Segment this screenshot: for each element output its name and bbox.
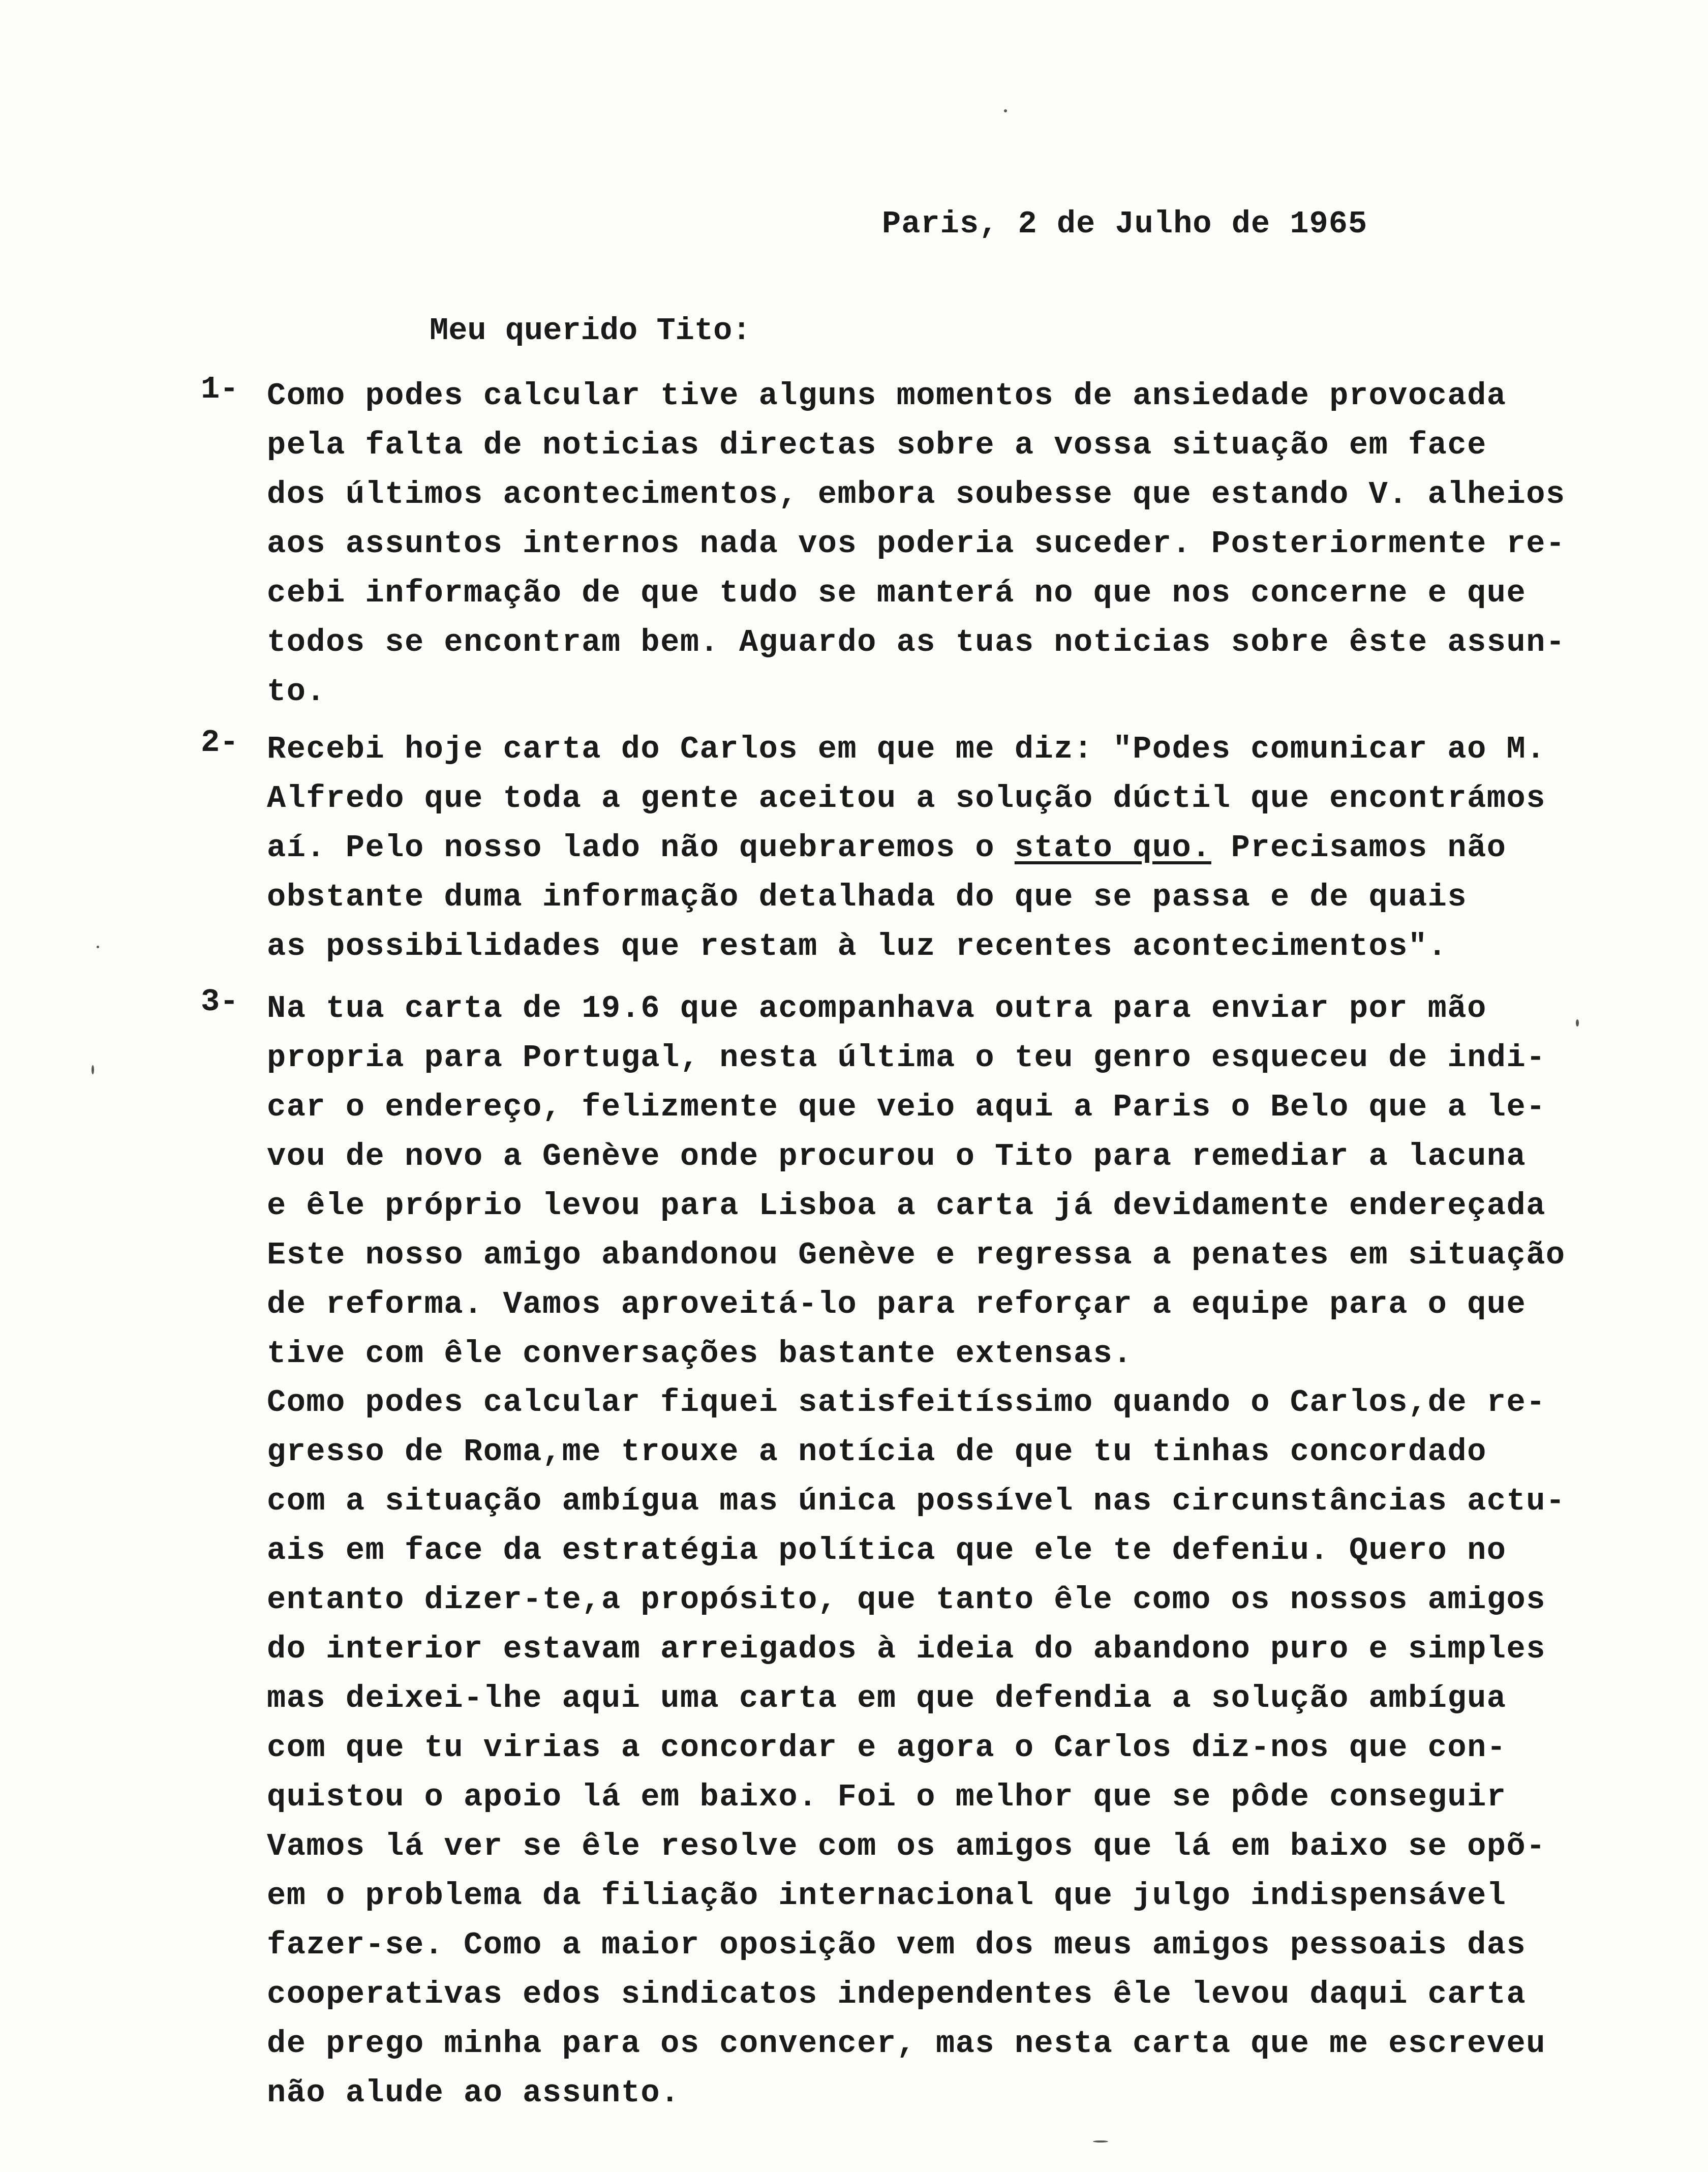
text-line: quistou o apoio lá em baixo. Foi o melhor que se pôde conseguir bbox=[267, 1779, 1507, 1815]
text-line: entanto dizer-te,a propósito, que tanto êle como os nossos amigos bbox=[267, 1582, 1546, 1618]
text-line: fazer-se. Como a maior oposição vem dos meus amigos pessoais das bbox=[267, 1927, 1527, 1963]
paragraph-body bbox=[267, 1378, 1624, 2118]
text-line: cebi informação de que tudo se manterá no que nos concerne e que bbox=[267, 575, 1527, 611]
paragraph-4 bbox=[201, 1378, 1624, 2118]
text-line: de reforma. Vamos aproveitá-lo para reforçar a equipe para o que bbox=[267, 1286, 1527, 1322]
paragraph-number: 3- bbox=[201, 984, 239, 1020]
text-line: Como podes calcular tive alguns momentos de ansiedade provocada bbox=[267, 378, 1507, 414]
text-line: do interior estavam arreigados à ideia do abandono puro e simples bbox=[267, 1631, 1546, 1667]
text-line: em o problema da filiação internacional que julgo indispensável bbox=[267, 1878, 1507, 1914]
text-line: cooperativas edos sindicatos independentes êle levou daqui carta bbox=[267, 1976, 1527, 2012]
scan-speck bbox=[92, 1065, 94, 1074]
scan-speck bbox=[97, 946, 99, 948]
text-line: Este nosso amigo abandonou Genève e regressa a penates em situação bbox=[267, 1237, 1566, 1273]
text-line: ais em face da estratégia política que ele te defeniu. Quero no bbox=[267, 1532, 1507, 1568]
text-line: gresso de Roma,me trouxe a notícia de que tu tinhas concordado bbox=[267, 1434, 1487, 1470]
paragraph-number: 1- bbox=[201, 371, 239, 407]
underlined-phrase: stato quo. bbox=[1014, 830, 1211, 866]
text-line bbox=[267, 823, 1624, 872]
text-line: Na tua carta de 19.6 que acompanhava outra para enviar por mão bbox=[267, 990, 1487, 1027]
paragraph-1 bbox=[201, 371, 1624, 716]
paragraph-3 bbox=[201, 984, 1624, 1378]
text-line: propria para Portugal, nesta última o teu genro esqueceu de indi- bbox=[267, 1040, 1546, 1076]
scan-speck bbox=[1576, 1019, 1579, 1027]
text-line: dos últimos acontecimentos, embora soubesse que estando V. alheios bbox=[267, 476, 1566, 512]
text-line: não alude ao assunto. bbox=[267, 2075, 680, 2111]
text-segment: Precisamos não bbox=[1211, 830, 1507, 866]
paragraph-number: 2- bbox=[201, 725, 239, 761]
text-line: car o endereço, felizmente que veio aqui a Paris o Belo que a le- bbox=[267, 1089, 1546, 1125]
text-line: to. bbox=[267, 674, 326, 710]
text-line: pela falta de noticias directas sobre a vossa situação em face bbox=[267, 427, 1487, 463]
text-line: Vamos lá ver se êle resolve com os amigos que lá em baixo se opõ- bbox=[267, 1828, 1546, 1864]
letter-date: Paris, 2 de Julho de 1965 bbox=[882, 206, 1368, 242]
paragraph-body bbox=[267, 725, 1624, 971]
paragraph-body bbox=[267, 984, 1624, 1378]
text-segment: aí. Pelo nosso lado não quebraremos o bbox=[267, 830, 1015, 866]
salutation: Meu querido Tito: bbox=[430, 313, 751, 349]
paragraph-2 bbox=[201, 725, 1624, 971]
text-line: e êle próprio levou para Lisboa a carta já devidamente endereçada bbox=[267, 1188, 1546, 1224]
scan-speck bbox=[1004, 109, 1007, 112]
text-line: Alfredo que toda a gente aceitou a solução dúctil que encontrámos bbox=[267, 780, 1546, 817]
scan-speck bbox=[1093, 2140, 1108, 2143]
text-line: Recebi hoje carta do Carlos em que me diz: "Podes comunicar ao M. bbox=[267, 731, 1546, 767]
text-line: com a situação ambígua mas única possível nas circunstâncias actu- bbox=[267, 1483, 1566, 1519]
text-line: todos se encontram bem. Aguardo as tuas noticias sobre êste assun- bbox=[267, 624, 1566, 660]
text-line: obstante duma informação detalhada do que se passa e de quais bbox=[267, 879, 1468, 915]
text-line: de prego minha para os convencer, mas nesta carta que me escreveu bbox=[267, 2026, 1546, 2062]
text-line: vou de novo a Genève onde procurou o Tito para remediar a lacuna bbox=[267, 1138, 1527, 1174]
text-line: as possibilidades que restam à luz recentes acontecimentos". bbox=[267, 928, 1448, 964]
text-line: mas deixei-lhe aqui uma carta em que defendia a solução ambígua bbox=[267, 1680, 1507, 1716]
paragraph-body bbox=[267, 371, 1624, 716]
text-line: aos assuntos internos nada vos poderia suceder. Posteriormente re- bbox=[267, 526, 1566, 562]
text-line: Como podes calcular fiquei satisfeitíssimo quando o Carlos,de re- bbox=[267, 1384, 1546, 1421]
text-line: com que tu virias a concordar e agora o Carlos diz-nos que con- bbox=[267, 1730, 1507, 1766]
text-line: tive com êle conversações bastante extensas. bbox=[267, 1336, 1133, 1372]
